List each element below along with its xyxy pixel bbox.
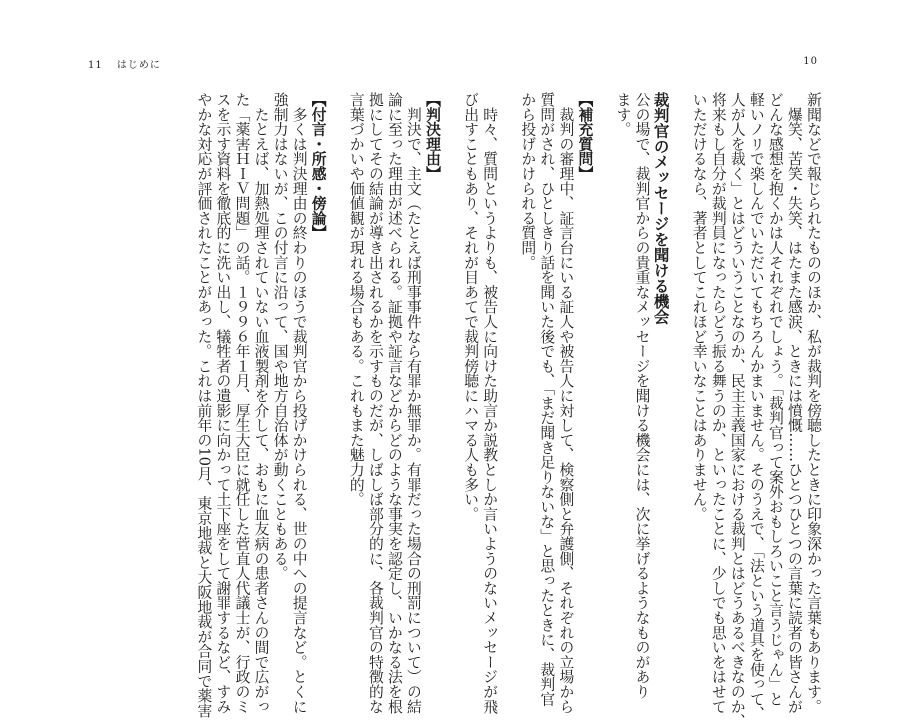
text-line: 新聞などで報じられたもののほか、私が裁判を傍聴したときに印象深かった言葉もあります。 [805, 92, 822, 714]
text-line: 言葉づかいや価値観が現れる場合もある。これもまた魅力的。 [347, 92, 365, 507]
text-line: から投げかけられる質問。 [519, 92, 537, 270]
section-heading: 【付言・所感・傍論】 [309, 92, 327, 240]
text-line: 軽いノリで楽しんでいただいてもちろんかまいません。そのうえで、「法という道具を使って、 [747, 92, 765, 721]
text-line: 時々、質問というよりも、被告人に向けた助言か説教としか言いようのないメッセージが飛 [481, 92, 499, 714]
text-line: 多くは判決理由の終わりのほうで裁判官から投げかけられる、世の中への提言など。とくに [290, 92, 308, 714]
page-header-right [803, 56, 818, 67]
text-line: 判決で、主文（たとえば刑事事件なら有罪か無罪か。有罪だった場合の刑罰について）の結 [404, 92, 422, 714]
left-running-title: はじめに [116, 60, 161, 71]
text-line: 裁判の審理中、証言台にいる証人や被告人に対して、検察側と弁護側、それぞれの立場から [557, 92, 575, 714]
right-page-number: 10 [803, 56, 818, 67]
text-line: び出すこともあり、それが目あてで裁判傍聴にハマる人も多い。 [462, 92, 480, 522]
text-line: 爆笑、苦笑・失笑、はたまた感涙、ときには憤慨……ひとつひとつの言葉に読者の皆さんが [785, 92, 803, 714]
left-page-number: 11 [88, 60, 103, 71]
text-line: 質問がされ、ひとしきり話を聞いた後でも、「まだ聞き足りないな」と思ったときに、裁判官 [538, 92, 556, 707]
chapter-heading: 裁判官のメッセージを聞ける機会 [651, 92, 670, 325]
text-line: どんな感想を抱くかは人それぞれでしょう。「裁判官って案外おもしろいこと言うじゃん」と [766, 92, 784, 707]
text-line: 強制力はないが、この付言に沿って、国や地方自治体が動くこともある。 [271, 92, 289, 581]
text-line: ます。 [614, 92, 632, 137]
text-line: 拠にしてその結論が導き出されるかを示すものだが、しばしば部分的に、各裁判官の特徴的な [366, 92, 384, 714]
text-line: 人が人を裁く」とはどういうことなのか、民主主義国家における裁判とはどうあるべきなのか、 [728, 92, 746, 728]
text-line: やかな対応が評価されたことがあった。これは前年の10月、東京地裁と大阪地裁が合同で薬害 [195, 92, 213, 718]
text-line: スを示す資料を徹底的に洗い出し、犠牲者の遺影に向かって土下座をして謝罪するなど、すみ [214, 92, 232, 714]
text-line: 公の場で、裁判官からの貴重なメッセージを聞ける機会には、次に挙げるようなものがあり [633, 92, 651, 699]
section-heading: 【補充質問】 [576, 92, 594, 181]
text-line: た「薬害ＨＩＶ問題」の話。１９９６年１月、厚生大臣に就任した菅直人代議士が、行政のミ [233, 92, 251, 714]
page-header-left [88, 56, 161, 71]
text-line: 将来もし自分が裁判員になったらどう振る舞うのか、といったことに、少しでも思いをはせて [709, 92, 727, 714]
text-line: 論に至った理由が述べられる。証拠や証言などからどのような事実を認定し、いかなる法を根 [385, 92, 403, 714]
text-line: いただけるなら、著者としてこれほど幸いなことはありません。 [690, 92, 708, 522]
section-heading: 【判決理由】 [424, 92, 441, 181]
text-line: たとえば、加熱処理されていない血液製剤を介して、おもに血友病の患者さんの間で広がっ [252, 92, 270, 714]
